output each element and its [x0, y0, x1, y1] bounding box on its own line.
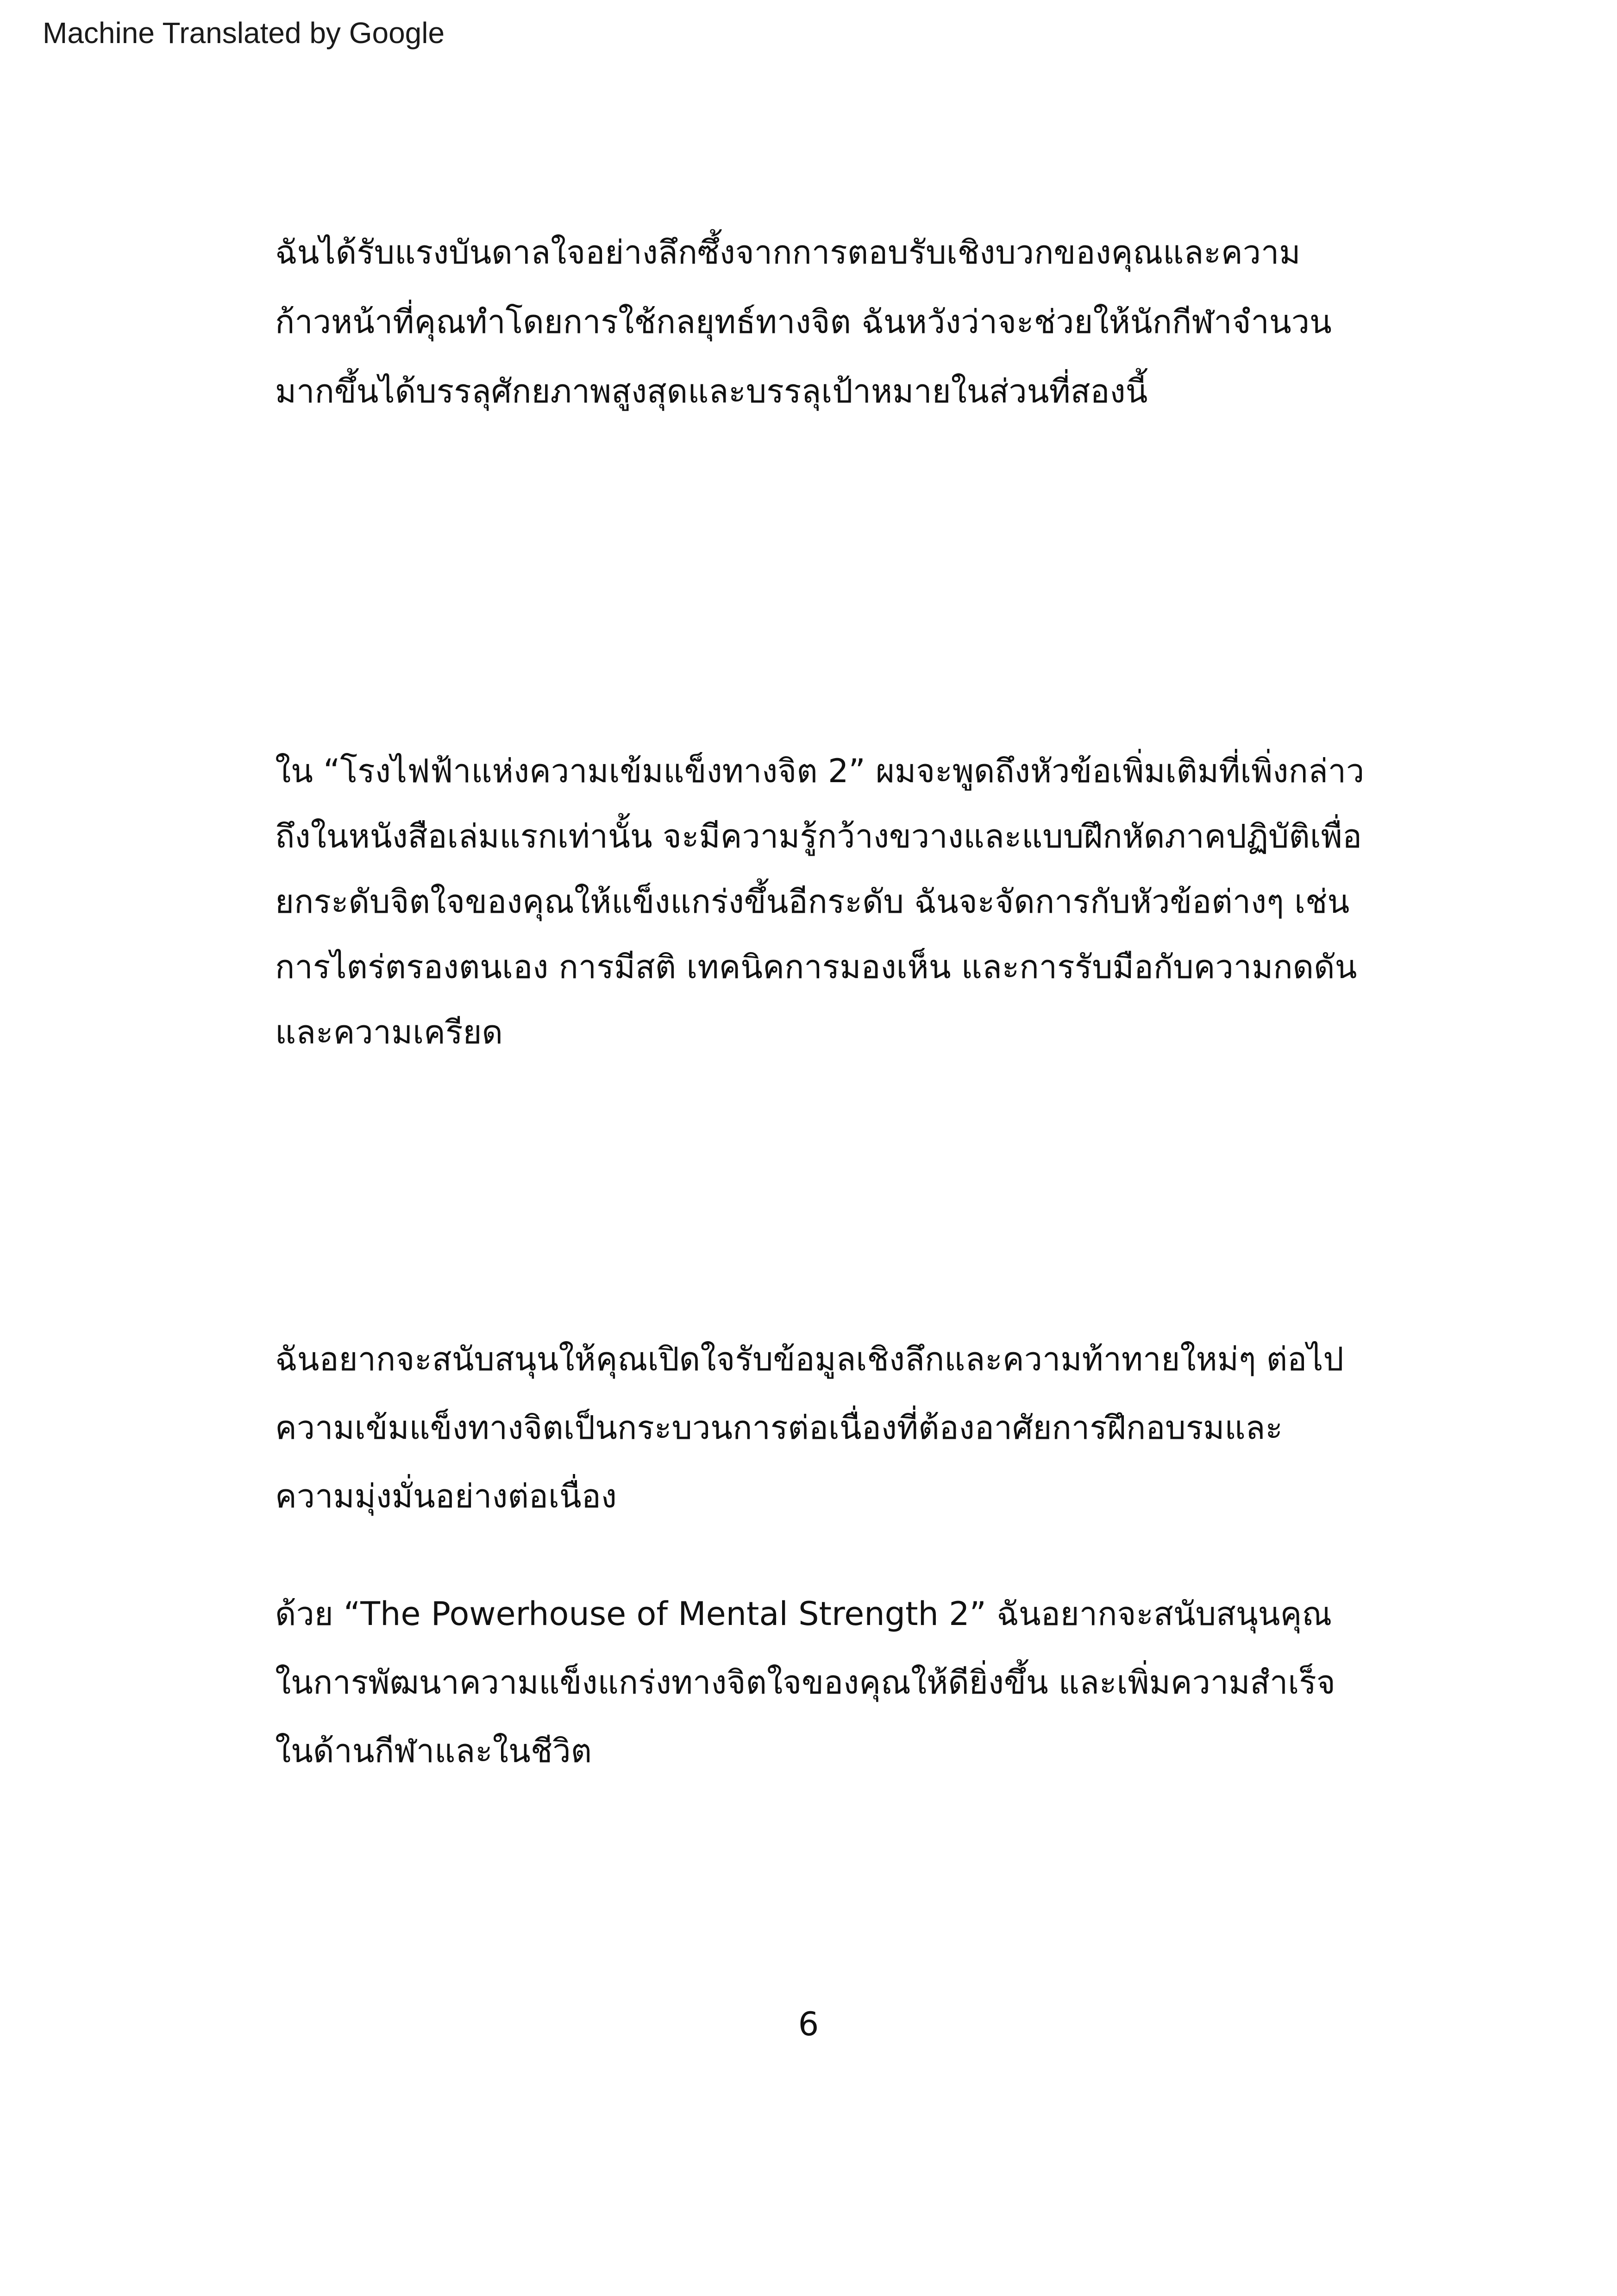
paragraph-line: ความเข้มแข็งทางจิตเป็นกระบวนการต่อเนื่องที่ต้องอาศัยการฝึกอบรมและ — [275, 1409, 1283, 1447]
paragraph-line: มากขึ้นได้บรรลุศักยภาพสูงสุดและบรรลุเป้าหมายในส่วนที่สองนี้ — [275, 372, 1148, 410]
paragraph-line: ฉันอยากจะสนับสนุนให้คุณเปิดใจรับข้อมูลเชิงลึกและความท้าทายใหม่ๆ ต่อไป — [275, 1340, 1344, 1378]
paragraph-line: ความมุ่งมั่นอย่างต่อเนื่อง — [275, 1477, 617, 1515]
paragraph-line: ฉันได้รับแรงบันดาลใจอย่างลึกซึ้งจากการตอบรับเชิงบวกของคุณและความ — [275, 233, 1301, 271]
paragraph-2 — [275, 752, 1396, 1081]
paragraph-line: การไตร่ตรองตนเอง การมีสติ เทคนิคการมองเห็น และการรับมือกับความกดดัน — [275, 948, 1357, 986]
paragraph-1 — [275, 233, 1396, 445]
paragraph-line: ก้าวหน้าที่คุณทำโดยการใช้กลยุทธ์ทางจิต ฉันหวังว่าจะช่วยให้นักกีฬาจำนวน — [275, 303, 1332, 341]
paragraph-3 — [275, 1340, 1396, 1549]
page-number: 6 — [798, 2005, 819, 2043]
paragraph-line: ยกระดับจิตใจของคุณให้แข็งแกร่งขึ้นอีกระดับ ฉันจะจัดการกับหัวข้อต่างๆ เช่น — [275, 883, 1350, 921]
paragraph-line: ในด้านกีฬาและในชีวิต — [275, 1732, 592, 1770]
paragraph-line: และความเครียด — [275, 1013, 503, 1051]
paragraph-4 — [275, 1595, 1396, 1803]
paragraph-line: ด้วย “The Powerhouse of Mental Strength 2” ฉันอยากจะสนับสนุนคุณ — [275, 1595, 1332, 1633]
paragraph-line: ในการพัฒนาความแข็งแกร่งทางจิตใจของคุณให้ดียิ่งขึ้น และเพิ่มความสำเร็จ — [275, 1663, 1335, 1701]
paragraph-line: ถึงในหนังสือเล่มแรกเท่านั้น จะมีความรู้กว้างขวางและแบบฝึกหัดภาคปฏิบัติเพื่อ — [275, 817, 1362, 855]
paragraph-line: ใน “โรงไฟฟ้าแห่งความเข้มแข็งทางจิต 2” ผมจะพูดถึงหัวข้อเพิ่มเติมที่เพิ่งกล่าว — [275, 752, 1365, 790]
machine-translation-watermark: Machine Translated by Google — [43, 16, 445, 50]
